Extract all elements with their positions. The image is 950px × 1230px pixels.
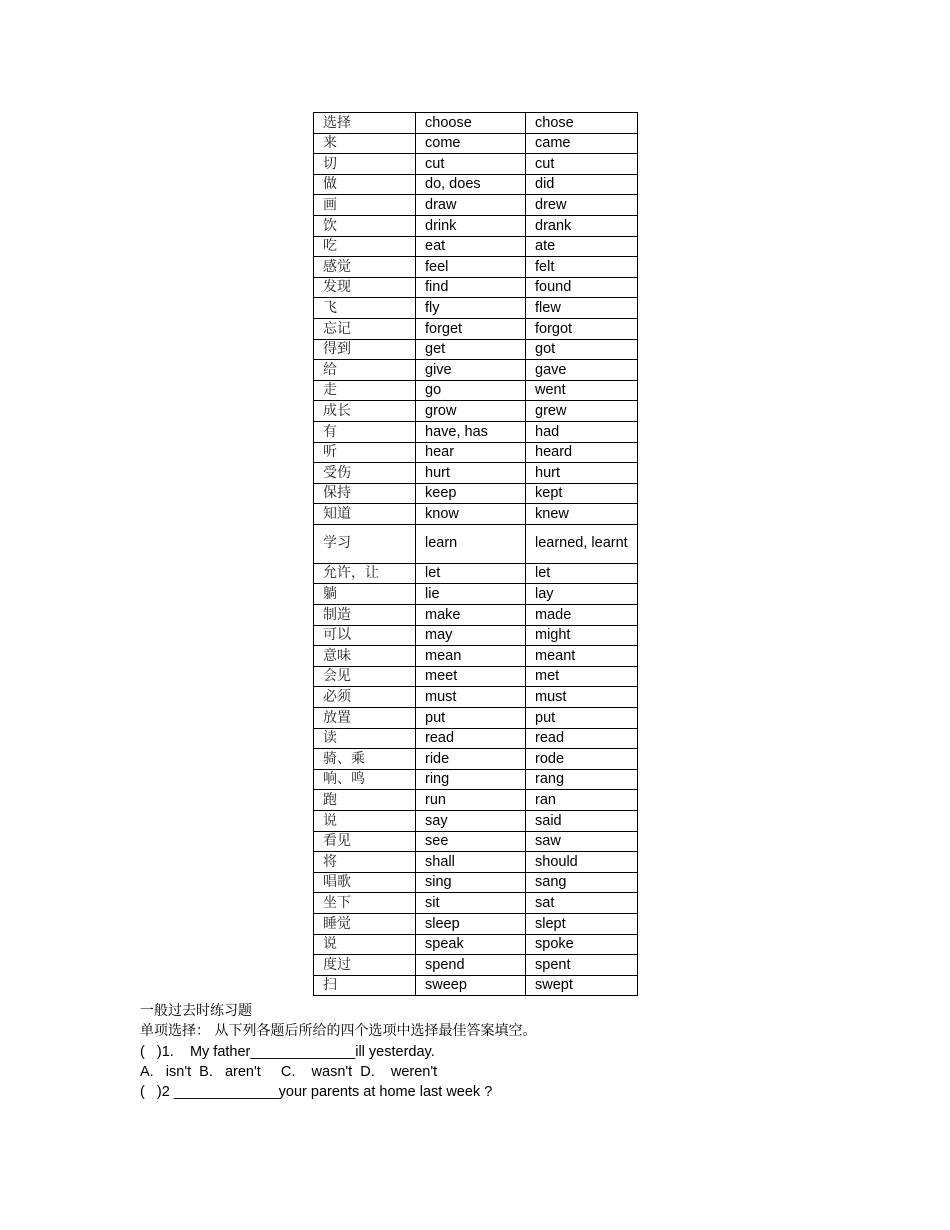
table-row	[314, 133, 638, 154]
table-row	[314, 728, 638, 749]
base-form-cell: know	[416, 504, 526, 525]
table-row	[314, 483, 638, 504]
past-tense-cell: hurt	[526, 463, 638, 484]
past-tense-cell: should	[526, 852, 638, 873]
chinese-meaning-cell: 将	[314, 852, 416, 873]
table-row	[314, 749, 638, 770]
base-form-cell: shall	[416, 852, 526, 873]
verb-table-body	[314, 113, 638, 996]
past-tense-cell: said	[526, 811, 638, 832]
chinese-meaning-cell: 有	[314, 421, 416, 442]
chinese-meaning-cell: 跑	[314, 790, 416, 811]
past-tense-cell: flew	[526, 298, 638, 319]
base-form-cell: draw	[416, 195, 526, 216]
table-row	[314, 236, 638, 257]
irregular-verb-table	[313, 112, 638, 996]
chinese-meaning-cell: 放置	[314, 708, 416, 729]
chinese-meaning-cell: 发现	[314, 277, 416, 298]
chinese-meaning-cell: 做	[314, 174, 416, 195]
chinese-meaning-cell: 睡觉	[314, 913, 416, 934]
base-form-cell: put	[416, 708, 526, 729]
table-row	[314, 790, 638, 811]
base-form-cell: run	[416, 790, 526, 811]
past-tense-cell: ate	[526, 236, 638, 257]
table-row	[314, 298, 638, 319]
base-form-cell: cut	[416, 154, 526, 175]
chinese-meaning-cell: 说	[314, 934, 416, 955]
past-tense-cell: sang	[526, 872, 638, 893]
table-row	[314, 769, 638, 790]
past-tense-cell: ran	[526, 790, 638, 811]
past-tense-cell: sat	[526, 893, 638, 914]
base-form-cell: hear	[416, 442, 526, 463]
past-tense-cell: read	[526, 728, 638, 749]
past-tense-cell: felt	[526, 257, 638, 278]
chinese-meaning-cell: 知道	[314, 504, 416, 525]
table-row	[314, 811, 638, 832]
table-row	[314, 975, 638, 996]
past-tense-cell: met	[526, 666, 638, 687]
exercise-instruction: 单项选择： 从下列各题后所给的四个选项中选择最佳答案填空。	[140, 1023, 537, 1040]
table-row	[314, 955, 638, 976]
base-form-cell: fly	[416, 298, 526, 319]
past-tense-cell: must	[526, 687, 638, 708]
table-row	[314, 646, 638, 667]
past-tense-cell: made	[526, 605, 638, 626]
past-tense-cell: chose	[526, 113, 638, 134]
base-form-cell: give	[416, 360, 526, 381]
table-row	[314, 442, 638, 463]
base-form-cell: ring	[416, 769, 526, 790]
past-tense-cell: kept	[526, 483, 638, 504]
table-row	[314, 401, 638, 422]
chinese-meaning-cell: 可以	[314, 625, 416, 646]
past-tense-cell: found	[526, 277, 638, 298]
base-form-cell: get	[416, 339, 526, 360]
table-row	[314, 174, 638, 195]
base-form-cell: make	[416, 605, 526, 626]
base-form-cell: grow	[416, 401, 526, 422]
base-form-cell: lie	[416, 584, 526, 605]
chinese-meaning-cell: 制造	[314, 605, 416, 626]
chinese-meaning-cell: 骑、乘	[314, 749, 416, 770]
question-1-options: A. isn't B. aren't C. wasn't D. weren't	[140, 1063, 438, 1080]
chinese-meaning-cell: 得到	[314, 339, 416, 360]
table-row	[314, 605, 638, 626]
base-form-cell: sleep	[416, 913, 526, 934]
past-tense-cell: knew	[526, 504, 638, 525]
base-form-cell: come	[416, 133, 526, 154]
base-form-cell: let	[416, 563, 526, 584]
table-row	[314, 257, 638, 278]
table-row	[314, 113, 638, 134]
table-row	[314, 852, 638, 873]
table-row	[314, 872, 638, 893]
table-row	[314, 831, 638, 852]
chinese-meaning-cell: 保持	[314, 483, 416, 504]
exercise-title: 一般过去时练习题	[140, 1003, 252, 1019]
chinese-meaning-cell: 必须	[314, 687, 416, 708]
base-form-cell: forget	[416, 318, 526, 339]
past-tense-cell: learned, learnt	[526, 524, 638, 563]
table-row	[314, 277, 638, 298]
chinese-meaning-cell: 忘记	[314, 318, 416, 339]
chinese-meaning-cell: 响、鸣	[314, 769, 416, 790]
base-form-cell: meet	[416, 666, 526, 687]
chinese-meaning-cell: 感觉	[314, 257, 416, 278]
exercise-section	[140, 1001, 536, 1102]
table-row	[314, 563, 638, 584]
table-row	[314, 666, 638, 687]
chinese-meaning-cell: 会见	[314, 666, 416, 687]
base-form-cell: speak	[416, 934, 526, 955]
base-form-cell: mean	[416, 646, 526, 667]
past-tense-cell: drew	[526, 195, 638, 216]
chinese-meaning-cell: 说	[314, 811, 416, 832]
base-form-cell: must	[416, 687, 526, 708]
chinese-meaning-cell: 听	[314, 442, 416, 463]
base-form-cell: have, has	[416, 421, 526, 442]
base-form-cell: feel	[416, 257, 526, 278]
question-2: ( )2 _____________your parents at home last week ?	[140, 1084, 493, 1101]
past-tense-cell: had	[526, 421, 638, 442]
past-tense-cell: got	[526, 339, 638, 360]
chinese-meaning-cell: 来	[314, 133, 416, 154]
table-row	[314, 504, 638, 525]
past-tense-cell: spent	[526, 955, 638, 976]
past-tense-cell: slept	[526, 913, 638, 934]
past-tense-cell: spoke	[526, 934, 638, 955]
table-row	[314, 524, 638, 563]
base-form-cell: see	[416, 831, 526, 852]
base-form-cell: keep	[416, 483, 526, 504]
table-row	[314, 318, 638, 339]
table-row	[314, 708, 638, 729]
chinese-meaning-cell: 唱歌	[314, 872, 416, 893]
table-row	[314, 154, 638, 175]
base-form-cell: sweep	[416, 975, 526, 996]
chinese-meaning-cell: 扫	[314, 975, 416, 996]
past-tense-cell: meant	[526, 646, 638, 667]
base-form-cell: read	[416, 728, 526, 749]
past-tense-cell: swept	[526, 975, 638, 996]
base-form-cell: eat	[416, 236, 526, 257]
table-row	[314, 339, 638, 360]
base-form-cell: learn	[416, 524, 526, 563]
question-1: ( )1. My father_____________ill yesterday.	[140, 1043, 435, 1060]
table-row	[314, 380, 638, 401]
base-form-cell: ride	[416, 749, 526, 770]
chinese-meaning-cell: 坐下	[314, 893, 416, 914]
table-row	[314, 893, 638, 914]
base-form-cell: sing	[416, 872, 526, 893]
table-row	[314, 360, 638, 381]
table-row	[314, 215, 638, 236]
table-row	[314, 687, 638, 708]
chinese-meaning-cell: 读	[314, 728, 416, 749]
table-row	[314, 913, 638, 934]
past-tense-cell: came	[526, 133, 638, 154]
chinese-meaning-cell: 选择	[314, 113, 416, 134]
chinese-meaning-cell: 学习	[314, 524, 416, 563]
base-form-cell: go	[416, 380, 526, 401]
base-form-cell: drink	[416, 215, 526, 236]
past-tense-cell: did	[526, 174, 638, 195]
base-form-cell: sit	[416, 893, 526, 914]
base-form-cell: choose	[416, 113, 526, 134]
past-tense-cell: let	[526, 563, 638, 584]
past-tense-cell: went	[526, 380, 638, 401]
base-form-cell: say	[416, 811, 526, 832]
past-tense-cell: rang	[526, 769, 638, 790]
chinese-meaning-cell: 飞	[314, 298, 416, 319]
chinese-meaning-cell: 给	[314, 360, 416, 381]
past-tense-cell: grew	[526, 401, 638, 422]
past-tense-cell: lay	[526, 584, 638, 605]
base-form-cell: spend	[416, 955, 526, 976]
chinese-meaning-cell: 成长	[314, 401, 416, 422]
past-tense-cell: drank	[526, 215, 638, 236]
chinese-meaning-cell: 吃	[314, 236, 416, 257]
table-row	[314, 625, 638, 646]
chinese-meaning-cell: 切	[314, 154, 416, 175]
past-tense-cell: cut	[526, 154, 638, 175]
chinese-meaning-cell: 躺	[314, 584, 416, 605]
table-row	[314, 421, 638, 442]
chinese-meaning-cell: 度过	[314, 955, 416, 976]
base-form-cell: hurt	[416, 463, 526, 484]
chinese-meaning-cell: 画	[314, 195, 416, 216]
base-form-cell: do, does	[416, 174, 526, 195]
chinese-meaning-cell: 看见	[314, 831, 416, 852]
table-row	[314, 934, 638, 955]
past-tense-cell: might	[526, 625, 638, 646]
past-tense-cell: heard	[526, 442, 638, 463]
past-tense-cell: rode	[526, 749, 638, 770]
table-row	[314, 463, 638, 484]
chinese-meaning-cell: 允许，让	[314, 563, 416, 584]
past-tense-cell: saw	[526, 831, 638, 852]
chinese-meaning-cell: 受伤	[314, 463, 416, 484]
table-row	[314, 195, 638, 216]
past-tense-cell: gave	[526, 360, 638, 381]
table-row	[314, 584, 638, 605]
chinese-meaning-cell: 走	[314, 380, 416, 401]
base-form-cell: find	[416, 277, 526, 298]
chinese-meaning-cell: 意味	[314, 646, 416, 667]
base-form-cell: may	[416, 625, 526, 646]
chinese-meaning-cell: 饮	[314, 215, 416, 236]
past-tense-cell: put	[526, 708, 638, 729]
past-tense-cell: forgot	[526, 318, 638, 339]
